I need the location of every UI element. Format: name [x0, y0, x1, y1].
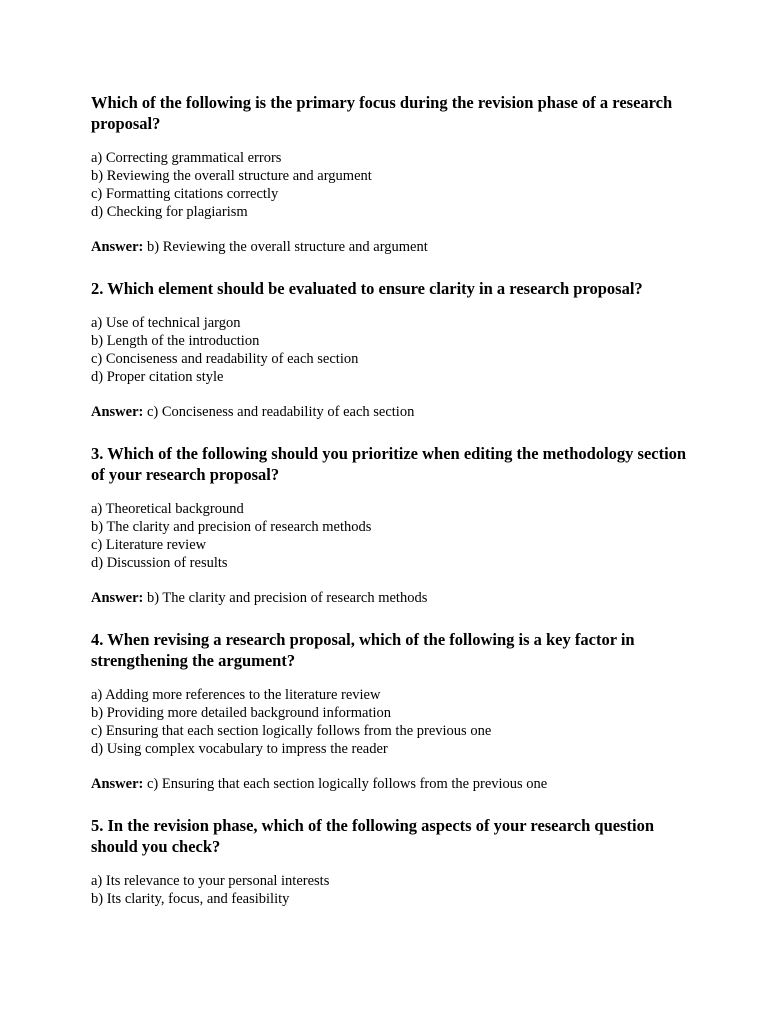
option-item: c) Formatting citations correctly — [91, 186, 279, 202]
answer-line — [91, 589, 691, 607]
option-item: c) Conciseness and readability of each section — [91, 351, 359, 367]
answer-text: b) The clarity and precision of research methods — [143, 590, 428, 606]
answer-line — [91, 238, 691, 256]
question-block — [91, 92, 691, 256]
options-list — [91, 314, 691, 386]
option-item: c) Ensuring that each section logically follows from the previous one — [91, 723, 492, 739]
option-item: b) The clarity and precision of research methods — [91, 519, 372, 535]
answer-text: c) Conciseness and readability of each section — [143, 404, 415, 420]
options-list — [91, 149, 691, 221]
answer-text: c) Ensuring that each section logically follows from the previous one — [143, 776, 548, 792]
option-item: a) Correcting grammatical errors — [91, 150, 282, 166]
option-item: a) Adding more references to the literature review — [91, 687, 381, 703]
option-item: d) Using complex vocabulary to impress the reader — [91, 741, 388, 757]
question-block — [91, 278, 691, 421]
option-item: d) Discussion of results — [91, 555, 228, 571]
question-block — [91, 443, 691, 607]
answer-text: b) Reviewing the overall structure and argument — [143, 239, 428, 255]
option-item: b) Its clarity, focus, and feasibility — [91, 891, 290, 907]
options-list — [91, 500, 691, 572]
answer-label: Answer: — [91, 590, 144, 606]
question-title: 3. Which of the following should you prioritize when editing the methodology section of your research proposal? — [91, 444, 687, 484]
option-item: a) Its relevance to your personal interests — [91, 873, 330, 889]
options-list — [91, 872, 691, 908]
answer-line — [91, 775, 691, 793]
option-item: b) Length of the introduction — [91, 333, 260, 349]
option-item: d) Proper citation style — [91, 369, 224, 385]
answer-label: Answer: — [91, 776, 144, 792]
question-block — [91, 815, 691, 908]
question-title: 2. Which element should be evaluated to ensure clarity in a research proposal? — [91, 279, 643, 298]
option-item: a) Theoretical background — [91, 501, 244, 517]
options-list — [91, 686, 691, 758]
question-title: 5. In the revision phase, which of the following aspects of your research question should you check? — [91, 816, 655, 856]
answer-label: Answer: — [91, 404, 144, 420]
answer-line — [91, 403, 691, 421]
document-page — [91, 92, 691, 930]
option-item: a) Use of technical jargon — [91, 315, 241, 331]
option-item: c) Literature review — [91, 537, 207, 553]
question-title: Which of the following is the primary focus during the revision phase of a research proposal? — [91, 93, 673, 133]
answer-label: Answer: — [91, 239, 144, 255]
option-item: b) Reviewing the overall structure and argument — [91, 168, 372, 184]
question-block — [91, 629, 691, 793]
option-item: d) Checking for plagiarism — [91, 204, 248, 220]
question-title: 4. When revising a research proposal, which of the following is a key factor in strengthening the argument? — [91, 630, 635, 670]
option-item: b) Providing more detailed background information — [91, 705, 391, 721]
